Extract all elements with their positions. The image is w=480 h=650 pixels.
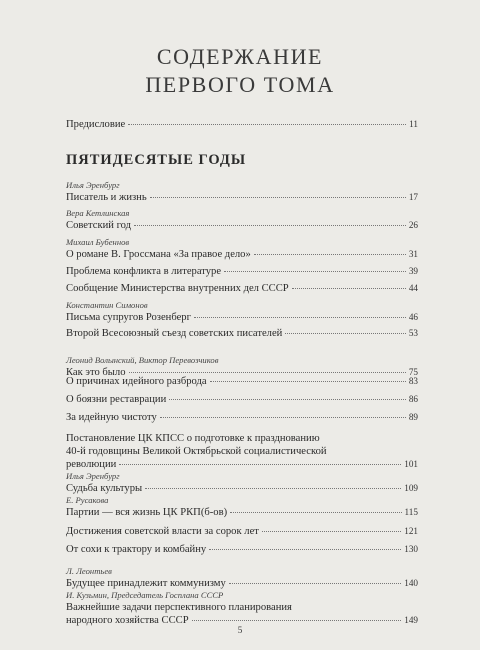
page-number: 86 [408, 394, 418, 404]
dot-leader [150, 197, 406, 198]
page-number: 83 [408, 376, 418, 386]
toc-entry[interactable] [66, 237, 418, 261]
toc-entry[interactable] [66, 265, 418, 278]
page-number: 26 [408, 220, 418, 230]
entry-title-line: Важнейшие задачи перспективного планирования [66, 602, 292, 613]
toc-entry[interactable] [66, 411, 418, 424]
page-number: 130 [404, 544, 418, 554]
dot-leader [192, 620, 402, 621]
page-number: 109 [404, 483, 418, 493]
dot-leader [254, 254, 406, 255]
toc-entry[interactable] [66, 208, 418, 232]
contents-title-line1: СОДЕРЖАНИЕ [156, 44, 324, 69]
page-number: 11 [409, 119, 418, 129]
page-number: 39 [408, 266, 418, 276]
dot-leader [160, 417, 406, 418]
toc-entry[interactable] [66, 180, 418, 204]
entry-title: Писатель и жизнь [66, 192, 147, 203]
entry-author: Илья Эренбург [66, 471, 120, 481]
entry-author: Леонид Волынский, Виктор Перевозчиков [66, 355, 219, 365]
entry-author: Михаил Бубеннов [66, 237, 130, 247]
dot-leader [145, 488, 401, 489]
entry-title: Проблема конфликта в литературе [66, 266, 222, 277]
dot-leader [169, 399, 406, 400]
entry-title: Письма супругов Розенберг [66, 312, 191, 323]
dot-leader [209, 549, 401, 550]
toc-entry[interactable] [66, 327, 418, 340]
dot-leader [229, 583, 401, 584]
page-number: 101 [404, 459, 418, 469]
entry-title: Достижения советской власти за сорок лет [66, 526, 259, 537]
page-number: 46 [408, 312, 418, 322]
page-number: 121 [404, 526, 418, 536]
entry-title: революции [66, 459, 117, 470]
entry-title: Сообщение Министерства внутренних дел СССР [66, 283, 289, 294]
entry-title: Судьба культуры [66, 483, 143, 494]
page-number: 17 [408, 192, 418, 202]
entry-author: Вера Кетлинская [66, 208, 130, 218]
toc-entry[interactable] [66, 471, 418, 495]
toc-entry[interactable] [66, 566, 418, 590]
entry-author: Константин Симонов [66, 300, 148, 310]
entry-title: Как это было [66, 367, 126, 378]
page-number: 149 [404, 615, 418, 625]
dot-leader [230, 512, 401, 513]
page-number: 115 [404, 507, 418, 517]
dot-leader [128, 124, 406, 125]
contents-title-line2: ПЕРВОГО ТОМА [145, 72, 335, 97]
preface-entry[interactable] [66, 118, 418, 131]
dot-leader [129, 372, 406, 373]
page-folio: 5 [237, 626, 243, 636]
entry-title: О боязни реставрации [66, 394, 167, 405]
page-number: 75 [408, 367, 418, 377]
page-number: 44 [408, 283, 418, 293]
page-number: 89 [408, 412, 418, 422]
dot-leader [210, 381, 406, 382]
toc-entry[interactable] [66, 375, 418, 388]
entry-title: Советский год [66, 220, 132, 231]
toc-entry[interactable] [66, 590, 418, 627]
entry-title: Предисловие [66, 119, 126, 130]
entry-title: От сохи к трактору и комбайну [66, 544, 207, 555]
entry-title: Партии — вся жизнь ЦК РКП(б-ов) [66, 507, 228, 518]
entry-title: Будущее принадлежит коммунизму [66, 578, 226, 589]
dot-leader [285, 333, 405, 334]
dot-leader [194, 317, 406, 318]
entry-title: О романе В. Гроссмана «За правое дело» [66, 249, 251, 260]
entry-author: Л. Леонтьев [66, 566, 112, 576]
dot-leader [262, 531, 401, 532]
toc-entry[interactable] [66, 393, 418, 406]
page-number: 31 [408, 249, 418, 259]
toc-entry[interactable] [66, 543, 418, 556]
page-number: 53 [408, 328, 418, 338]
entry-title-line: Постановление ЦК КПСС о подготовке к празднованию [66, 433, 320, 444]
section-title: ПЯТИДЕСЯТЫЕ ГОДЫ [66, 152, 247, 168]
entry-title: За идейную чистоту [66, 412, 157, 423]
entry-author: Е. Русакова [66, 495, 109, 505]
toc-entry[interactable] [66, 495, 418, 519]
dot-leader [224, 271, 406, 272]
toc-entry[interactable] [66, 282, 418, 295]
toc-entry[interactable] [66, 525, 418, 538]
page-number: 140 [404, 578, 418, 588]
entry-title: О причинах идейного разброда [66, 376, 207, 387]
toc-entry[interactable] [66, 300, 418, 324]
entry-title: народного хозяйства СССР [66, 615, 189, 626]
dot-leader [119, 464, 401, 465]
dot-leader [292, 288, 406, 289]
entry-title-line: 40-й годовщины Великой Октябрьской социалистической [66, 446, 327, 457]
toc-entry[interactable] [66, 432, 418, 471]
dot-leader [134, 225, 406, 226]
entry-author: И. Кузьмин, Председатель Госплана СССР [66, 590, 224, 600]
entry-title: Второй Всесоюзный съезд советских писателей [66, 328, 283, 339]
entry-author: Илья Эренбург [66, 180, 120, 190]
